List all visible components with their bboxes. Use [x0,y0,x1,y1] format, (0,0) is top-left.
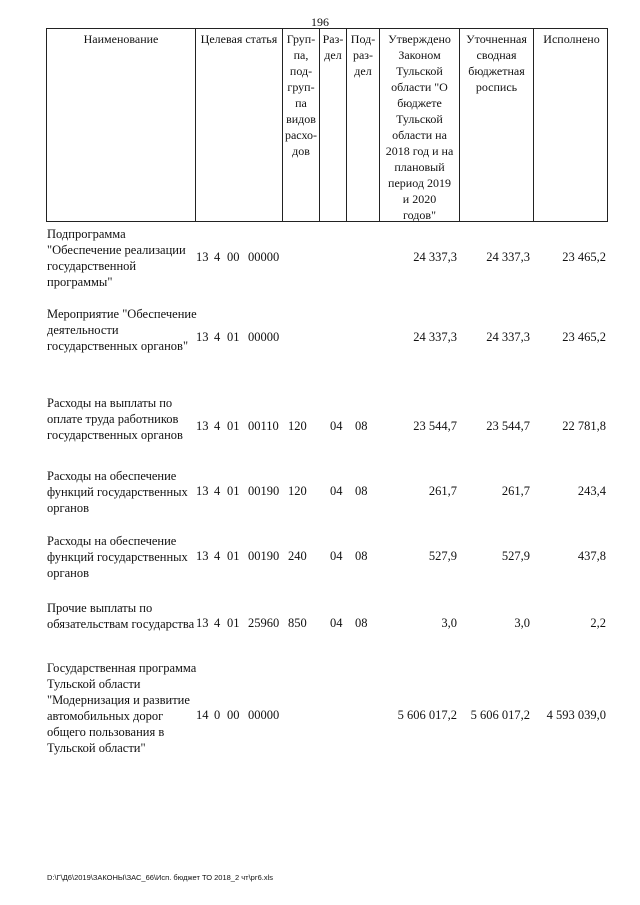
cell-executed: 2,2 [590,616,606,630]
cell-group: 120 [288,419,307,433]
cell-t4: 00190 [248,484,280,498]
row-name: Государственная программа Тульской области "Модернизация и развитие автомобильных дорог общего пользования в Тульской области" [47,661,197,755]
cell-refined: 24 337,3 [486,250,530,264]
row-name: Расходы на выплаты по оплате труда работников государственных органов [47,396,183,442]
cell-t3: 00 [227,250,240,264]
cell-executed: 23 465,2 [562,250,606,264]
cell-executed: 243,4 [577,484,606,498]
cell-t2: 4 [214,250,221,264]
cell-t3: 01 [227,330,240,344]
cell-t2: 4 [214,549,221,563]
header-name: Наименование [83,32,159,46]
cell-t1: 13 [196,419,209,433]
cell-executed: 4 593 039,0 [546,708,606,722]
cell-approved: 261,7 [428,484,457,498]
cell-group: 850 [288,616,307,630]
header-target: Целевая статья [195,29,282,221]
cell-group: 120 [288,484,307,498]
cell-subsection: 08 [355,616,368,630]
row-name: Расходы на обеспечение функций государственных органов [47,469,188,515]
cell-subsection: 08 [355,484,368,498]
cell-approved: 23 544,7 [413,419,457,433]
header-approved: Утверждено Законом Тульской области "О бюджете Тульской области на 2018 год и на плановый период 2019 и 2020 годов" [379,29,459,221]
cell-approved: 3,0 [441,616,457,630]
cell-section: 04 [330,419,343,433]
cell-t2: 4 [214,330,221,344]
cell-t3: 01 [227,484,240,498]
cell-refined: 23 544,7 [486,419,530,433]
cell-t4: 00190 [248,549,280,563]
cell-refined: 3,0 [514,616,530,630]
cell-executed: 437,8 [577,549,606,563]
header-executed: Исполнено [533,29,609,221]
cell-approved: 5 606 017,2 [397,708,457,722]
cell-section: 04 [330,484,343,498]
cell-t3: 01 [227,549,240,563]
cell-refined: 527,9 [501,549,530,563]
header-group: Груп- па, под- груп- па видов расхо- дов [282,29,319,221]
cell-executed: 22 781,8 [562,419,606,433]
cell-group: 240 [288,549,307,563]
cell-approved: 24 337,3 [413,330,457,344]
cell-t4: 25960 [248,616,280,630]
cell-section: 04 [330,549,343,563]
cell-t4: 00110 [248,419,279,433]
cell-executed: 23 465,2 [562,330,606,344]
cell-t2: 4 [214,484,221,498]
cell-t4: 00000 [248,330,280,344]
row-name: Подпрограмма "Обеспечение реализации государственной программы" [47,227,186,289]
cell-t2: 4 [214,616,221,630]
cell-t1: 13 [196,250,209,264]
cell-t4: 00000 [248,250,280,264]
cell-subsection: 08 [355,419,368,433]
cell-t3: 00 [227,708,240,722]
cell-refined: 5 606 017,2 [470,708,530,722]
table-header [46,28,608,222]
page-number: 196 [311,15,329,29]
row-name: Расходы на обеспечение функций государственных органов [47,534,188,580]
cell-t2: 4 [214,419,221,433]
cell-approved: 527,9 [428,549,457,563]
cell-t1: 14 [196,708,209,722]
cell-section: 04 [330,616,343,630]
cell-t3: 01 [227,419,240,433]
cell-subsection: 08 [355,549,368,563]
cell-t4: 00000 [248,708,280,722]
cell-t1: 13 [196,549,209,563]
cell-t2: 0 [214,708,221,722]
row-name: Прочие выплаты по обязательствам государства [47,601,195,631]
cell-t1: 13 [196,484,209,498]
cell-refined: 261,7 [501,484,530,498]
cell-t1: 13 [196,616,209,630]
header-subsection: Под- раз- дел [346,29,379,221]
row-name: Мероприятие "Обеспечение деятельности государственных органов" [47,307,197,353]
cell-refined: 24 337,3 [486,330,530,344]
header-refined: Уточненная сводная бюджетная роспись [459,29,533,221]
cell-t3: 01 [227,616,240,630]
file-path-footer: D:\Г\Д6\2019\ЗАКОНЫ\ЗАС_66\Исп. бюджет ТО 2018_2 чт\рг6.xls [47,873,273,882]
cell-t1: 13 [196,330,209,344]
header-section: Раз- дел [319,29,346,221]
cell-approved: 24 337,3 [413,250,457,264]
